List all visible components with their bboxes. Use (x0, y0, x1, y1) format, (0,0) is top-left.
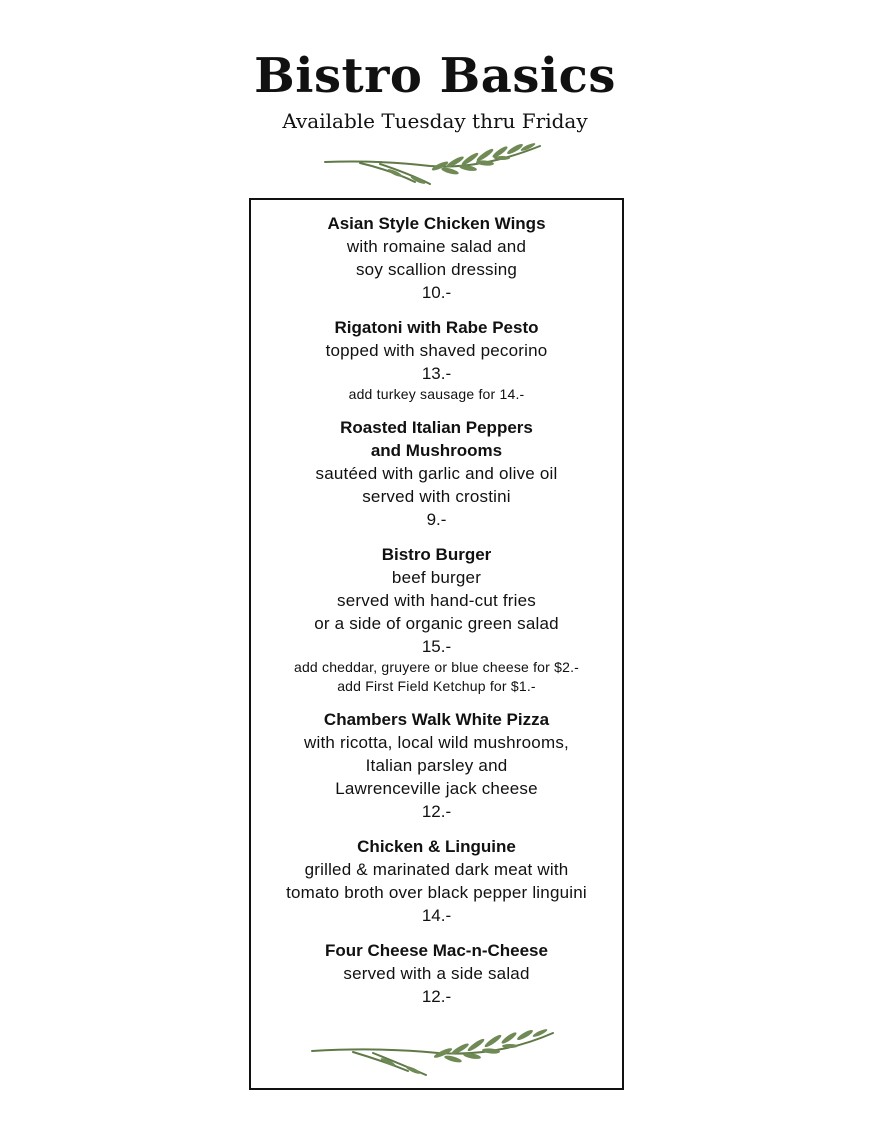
item-description: or a side of organic green salad (314, 614, 559, 633)
item-description: beef burger (391, 568, 482, 587)
item-addon: add cheddar, gruyere or blue cheese for $2.- (293, 659, 580, 675)
item-description: with romaine salad and (346, 237, 527, 256)
item-name: Roasted Italian Peppers (340, 418, 533, 437)
item-description: served with a side salad (343, 964, 530, 983)
item-description: Lawrenceville jack cheese (335, 779, 538, 798)
item-description: sautéed with garlic and olive oil (315, 464, 558, 483)
menu-item (251, 835, 622, 927)
menu-items (251, 212, 622, 1020)
herb-sprig-icon (320, 140, 545, 190)
item-name: Rigatoni with Rabe Pesto (334, 318, 539, 337)
item-price: 10.- (421, 283, 452, 302)
availability-subtitle: Available Tuesday thru Friday (282, 109, 588, 133)
herb-sprig-icon (308, 1025, 558, 1080)
item-price: 13.- (421, 364, 452, 383)
item-name: Chicken & Linguine (357, 837, 516, 856)
menu-item (251, 212, 622, 304)
item-description: with ricotta, local wild mushrooms, (304, 733, 569, 752)
page-title: Bistro Basics (254, 48, 616, 104)
item-price: 9.- (426, 510, 447, 529)
menu-item (251, 543, 622, 696)
item-price: 12.- (421, 802, 452, 821)
item-description: Italian parsley and (365, 756, 508, 775)
item-description: topped with shaved pecorino (325, 341, 548, 360)
item-addon: add turkey sausage for 14.- (348, 386, 525, 402)
menu-header (0, 48, 870, 134)
item-description: tomato broth over black pepper linguini (286, 883, 587, 902)
item-name: Four Cheese Mac-n-Cheese (325, 941, 548, 960)
menu-box (249, 198, 624, 1090)
item-name: Bistro Burger (381, 545, 492, 564)
menu-item (251, 708, 622, 823)
menu-item (251, 316, 622, 404)
item-name-continued: and Mushrooms (370, 441, 503, 460)
item-addon: add First Field Ketchup for $1.- (337, 678, 536, 694)
item-description: grilled & marinated dark meat with (304, 860, 569, 879)
menu-item (251, 939, 622, 1008)
item-price: 14.- (421, 906, 452, 925)
item-description: served with crostini (362, 487, 511, 506)
item-name: Chambers Walk White Pizza (323, 710, 550, 729)
item-description: served with hand-cut fries (337, 591, 536, 610)
item-price: 12.- (421, 987, 452, 1006)
menu-item (251, 416, 622, 531)
item-price: 15.- (421, 637, 452, 656)
item-name: Asian Style Chicken Wings (327, 214, 546, 233)
item-description: soy scallion dressing (355, 260, 518, 279)
